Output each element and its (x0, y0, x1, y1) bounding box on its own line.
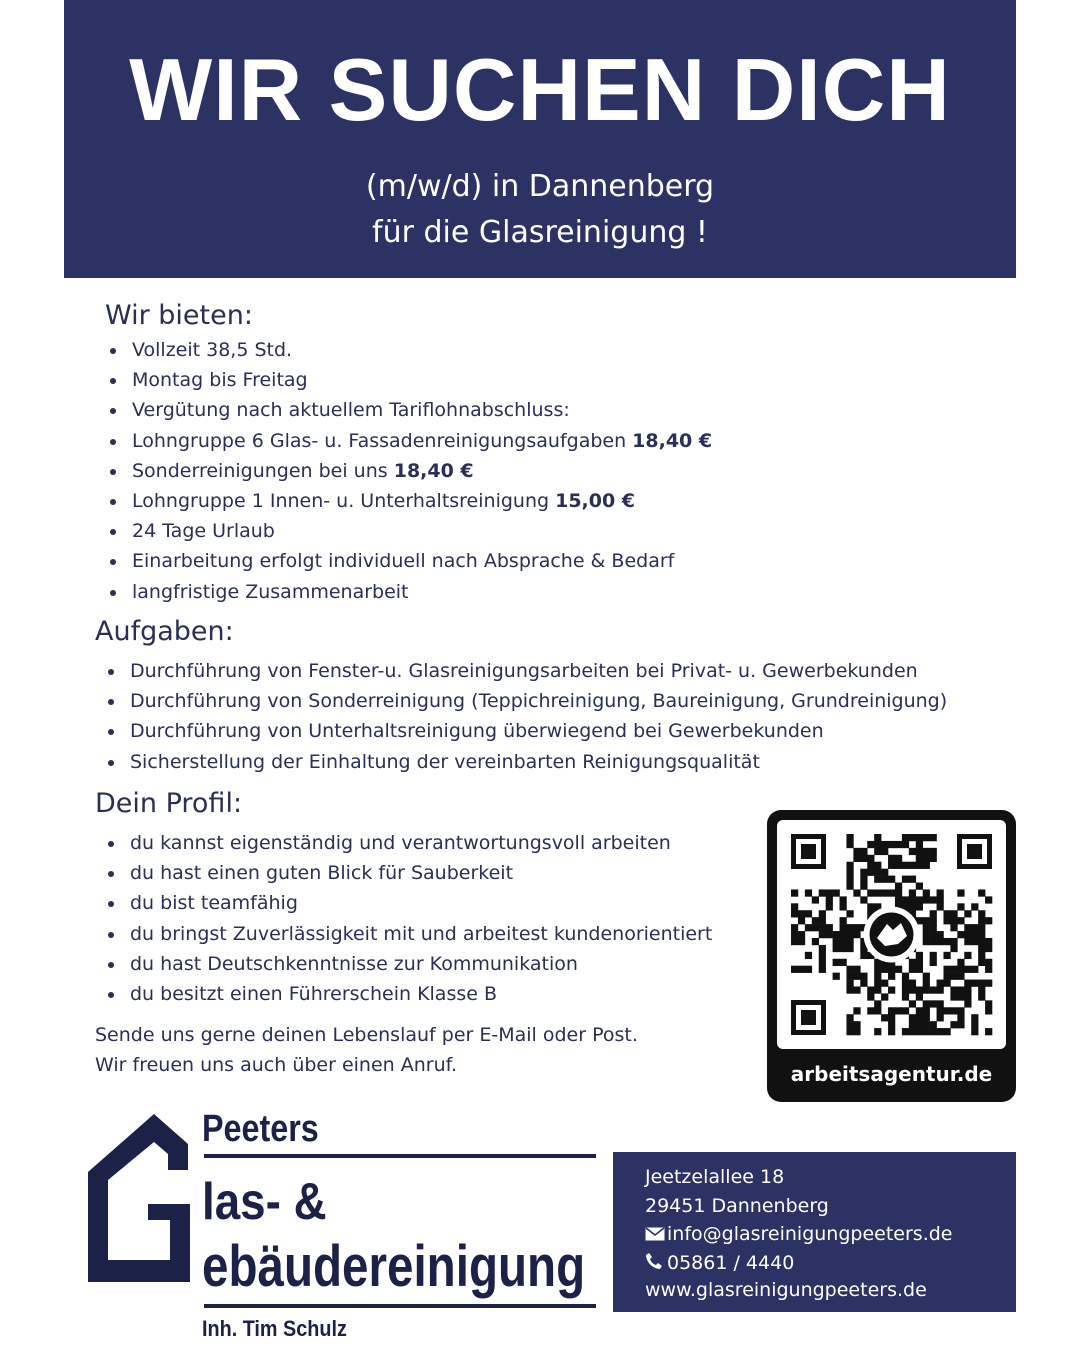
subheadline (64, 164, 1016, 256)
offer-item-text: 24 Tage Urlaub (132, 520, 275, 543)
company-logo (84, 1108, 604, 1344)
contact-city: 29451 Dannenberg (645, 1195, 829, 1217)
offer-item-price: 18,40 € (632, 429, 713, 452)
offer-item (106, 335, 712, 365)
qr-card[interactable] (767, 810, 1016, 1102)
task-item: Sicherstellung der Einhaltung der vereinbarten Reinigungsqualität (104, 747, 947, 777)
subheadline-line1: (m/w/d) in Dannenberg (365, 169, 715, 204)
contact-email[interactable]: info@glasreinigungpeeters.de (667, 1223, 953, 1245)
offer-item (106, 486, 712, 516)
task-item: Durchführung von Unterhaltsreinigung überwiegend bei Gewerbekunden (104, 716, 947, 746)
offer-item-text: langfristige Zusammenarbeit (132, 580, 409, 603)
tasks-list (104, 656, 947, 777)
contact-email-row[interactable] (645, 1221, 952, 1248)
profile-title: Dein Profil: (95, 788, 243, 819)
offer-item (106, 577, 712, 607)
logo-line2: ebäudereinigung (202, 1234, 586, 1299)
offer-item-text: Sonderreinigungen bei uns (132, 459, 394, 482)
logo-brand: Peeters (202, 1108, 319, 1150)
profile-item: du besitzt einen Führerschein Klasse B (104, 979, 712, 1009)
closing-text (95, 1020, 638, 1080)
contact-phone[interactable]: 05861 / 4440 (667, 1252, 795, 1274)
phone-icon (645, 1251, 667, 1277)
offer-item-price: 18,40 € (393, 459, 474, 482)
offer-item-text: Vollzeit 38,5 Std. (132, 339, 293, 361)
profile-item: du kannst eigenständig und verantwortungsvoll arbeiten (104, 828, 712, 858)
subheadline-line2: für die Glasreinigung ! (372, 215, 708, 250)
offer-title: Wir bieten: (105, 300, 253, 331)
task-item: Durchführung von Fenster-u. Glasreinigungsarbeiten bei Privat- u. Gewerbekunden (104, 656, 947, 686)
offer-item-text: Vergütung nach aktuellem Tariflohnabschluss: (132, 399, 570, 422)
offer-item (106, 426, 712, 456)
contact-street: Jeetzelallee 18 (645, 1166, 785, 1188)
logo-line1: las- & (202, 1173, 327, 1231)
contact-website[interactable]: www.glasreinigungpeeters.de (645, 1279, 927, 1301)
task-item: Durchführung von Sonderreinigung (Teppichreinigung, Baureinigung, Grundreinigung) (104, 686, 947, 716)
house-g-icon (84, 1108, 204, 1288)
qr-finder-top-left (791, 834, 826, 869)
offer-item-text: Montag bis Freitag (132, 369, 308, 392)
logo-rule-bottom (204, 1304, 596, 1308)
headline: WIR SUCHEN DICH (129, 40, 951, 139)
offer-list (106, 335, 712, 607)
offer-item-text: Lohngruppe 6 Glas- u. Fassadenreinigungsaufgaben (132, 429, 633, 452)
qr-finder-top-right (957, 834, 992, 869)
qr-url-label[interactable]: arbeitsagentur.de (790, 1062, 993, 1086)
profile-item: du hast einen guten Blick für Sauberkeit (104, 858, 712, 888)
offer-item-text: Einarbeitung erfolgt individuell nach Absprache & Bedarf (132, 550, 675, 573)
offer-item-text: Lohngruppe 1 Innen- u. Unterhaltsreinigung (132, 489, 556, 512)
profile-list (104, 828, 712, 1009)
offer-item (106, 395, 712, 425)
profile-item: du bringst Zuverlässigkeit mit und arbeitest kundenorientiert (104, 919, 712, 949)
closing-line2: Wir freuen uns auch über einen Anruf. (95, 1054, 457, 1076)
offer-item (106, 546, 712, 576)
qr-code-icon[interactable] (777, 820, 1006, 1049)
qr-finder-bottom-left (791, 1000, 826, 1035)
profile-item: du bist teamfähig (104, 888, 712, 918)
contact-phone-row[interactable] (645, 1250, 794, 1277)
offer-item (106, 456, 712, 486)
offer-item-price: 15,00 € (555, 489, 636, 512)
profile-item: du hast Deutschkenntnisse zur Kommunikation (104, 949, 712, 979)
offer-item (106, 516, 712, 546)
header-banner (64, 0, 1016, 278)
closing-line1: Sende uns gerne deinen Lebenslauf per E-Mail oder Post. (95, 1024, 638, 1046)
tasks-title: Aufgaben: (95, 616, 234, 647)
offer-item (106, 365, 712, 395)
logo-owner: Inh. Tim Schulz (202, 1316, 347, 1341)
logo-rule-top (204, 1154, 596, 1158)
contact-box (613, 1152, 1016, 1312)
envelope-icon (645, 1222, 667, 1248)
